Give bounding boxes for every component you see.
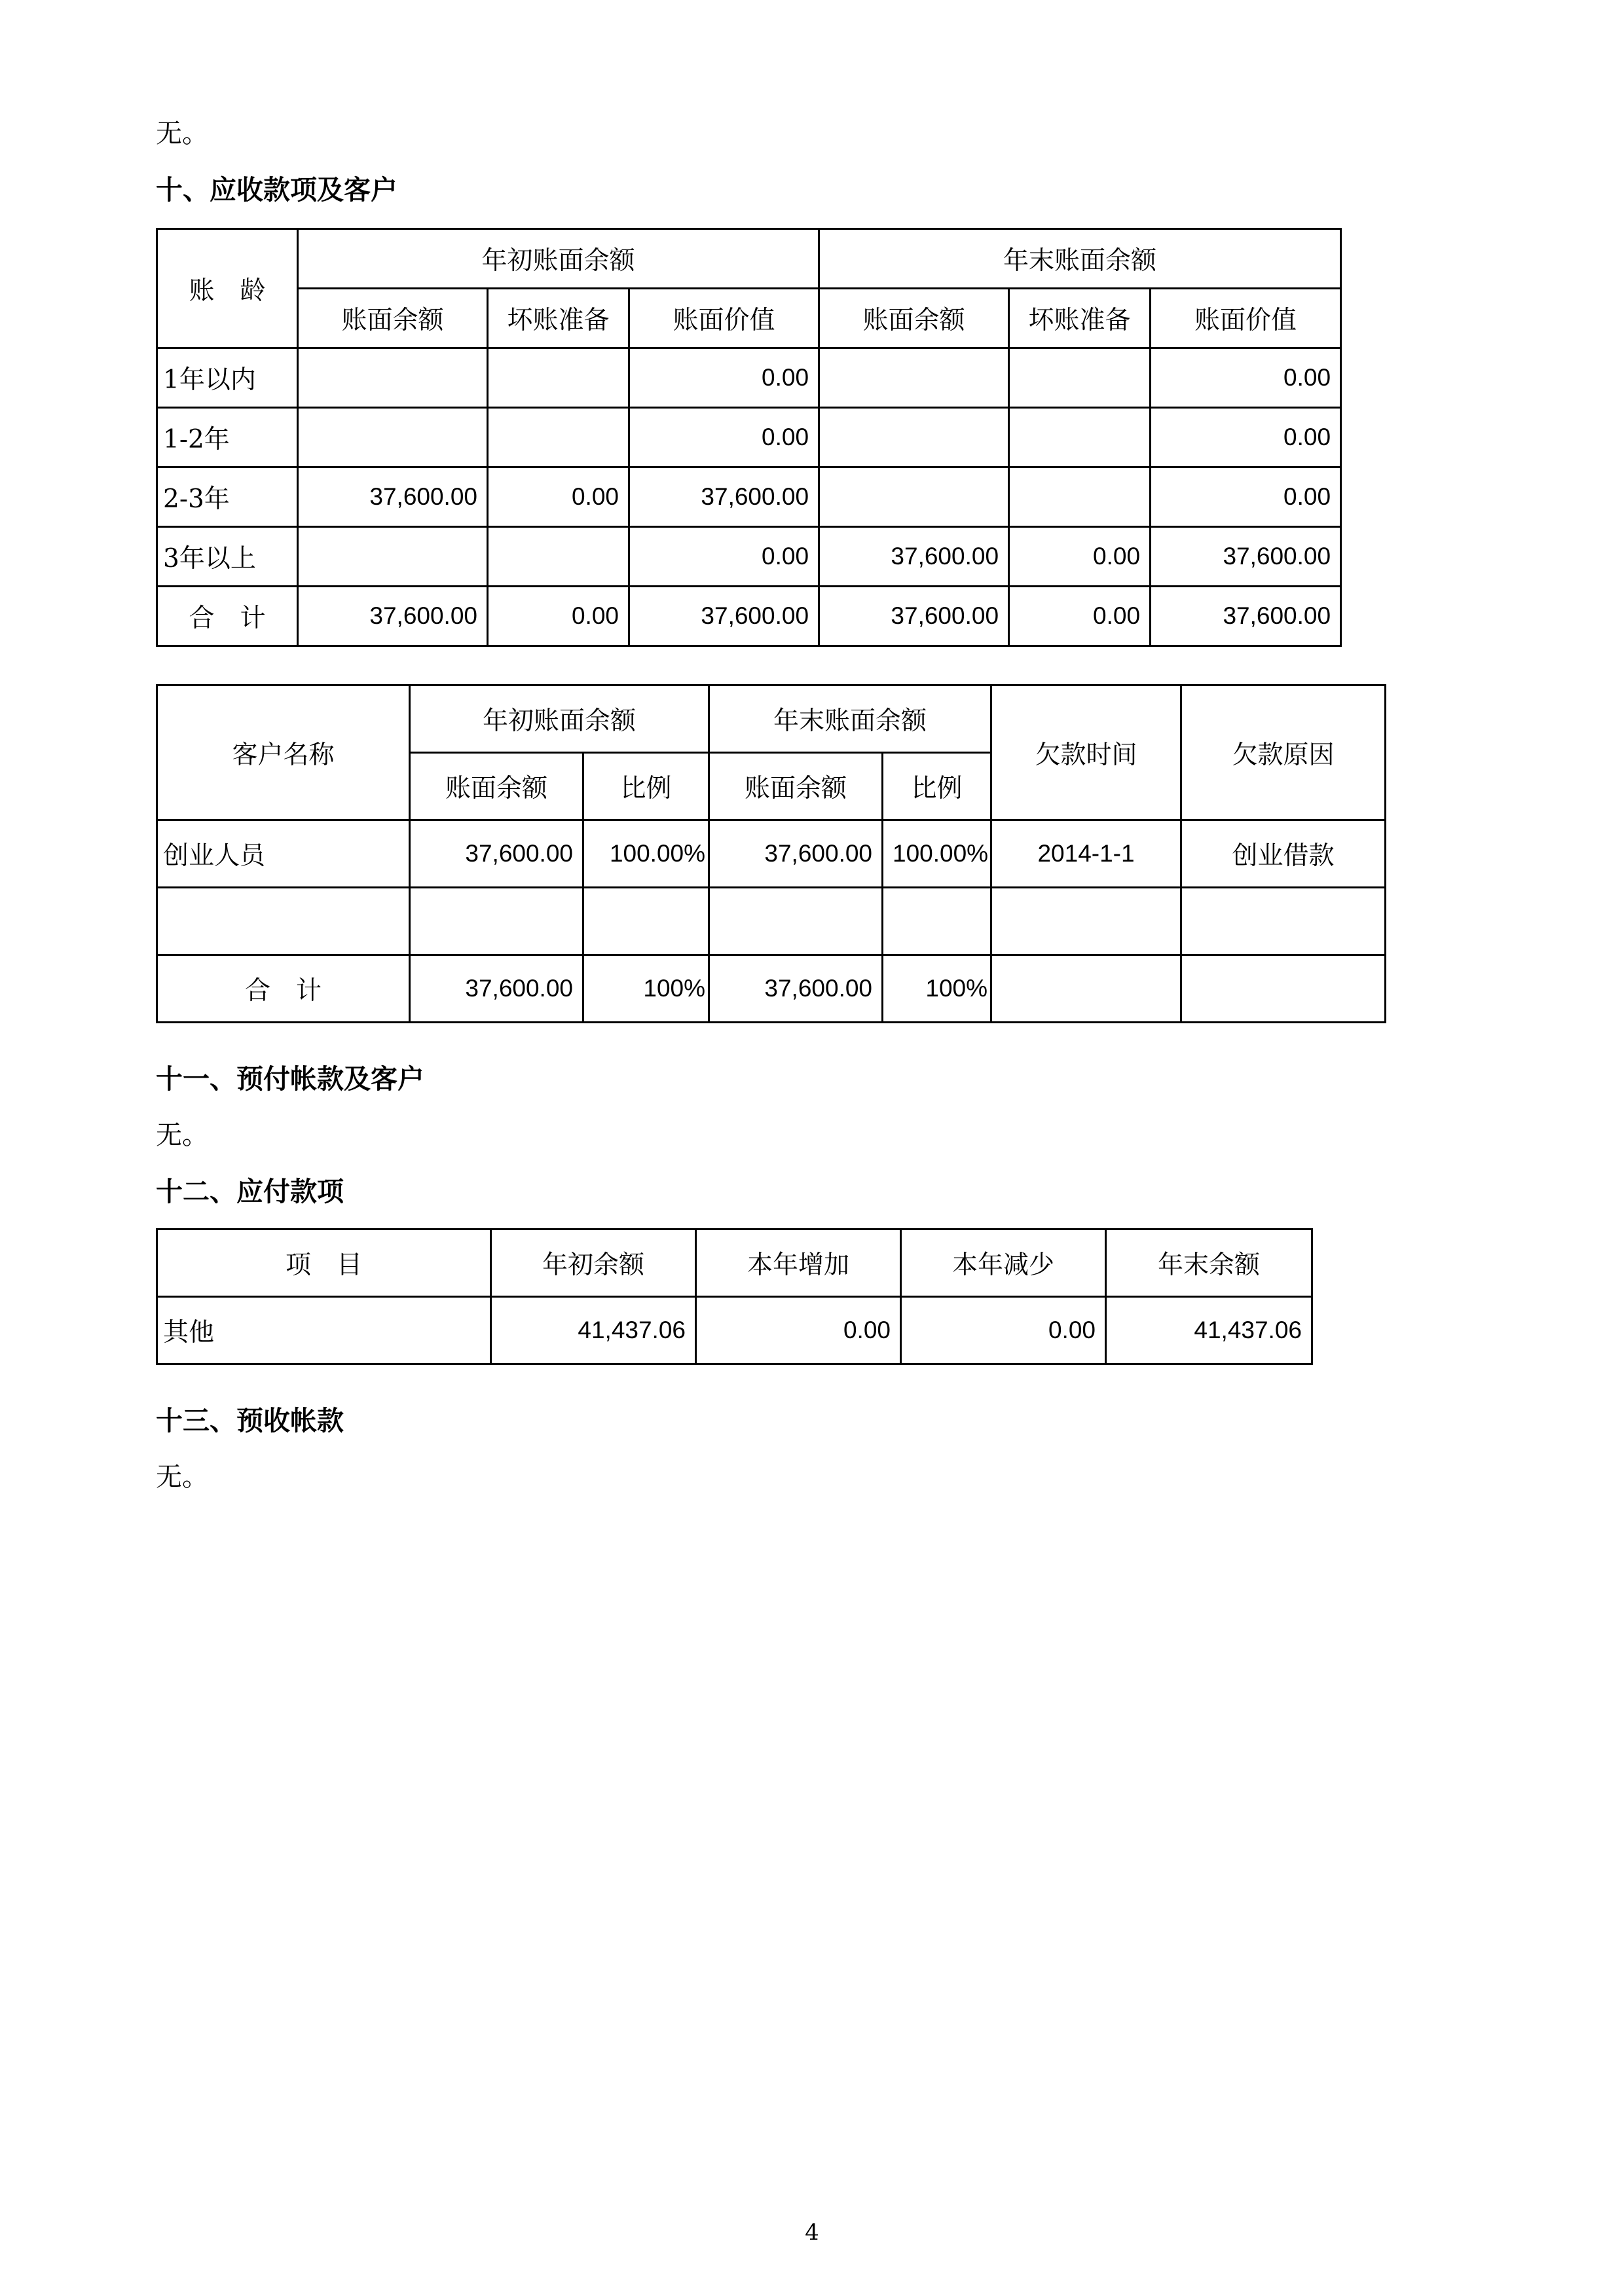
cell <box>991 955 1181 1023</box>
table-row <box>157 1297 1312 1364</box>
cell: 37,600.00 <box>629 587 819 646</box>
total-label: 合 计 <box>157 587 298 646</box>
header-item: 项 目 <box>157 1230 491 1297</box>
cell: 37,600.00 <box>1151 527 1341 587</box>
cell <box>1181 888 1386 955</box>
cell <box>819 408 1009 467</box>
table-row <box>157 408 1341 467</box>
page-number: 4 <box>805 2219 819 2246</box>
cell <box>819 348 1009 408</box>
section-11-body: 无。 <box>156 1120 208 1150</box>
cell: 100.00% <box>583 820 709 888</box>
section-13-title: 十三、预收帐款 <box>156 1405 344 1436</box>
cell <box>583 888 709 955</box>
header-end: 年末余额 <box>1106 1230 1312 1297</box>
cell: 37,600.00 <box>298 467 488 527</box>
table-total-row <box>157 587 1341 646</box>
section-13-body: 无。 <box>156 1462 208 1492</box>
header-end-balance: 年末账面余额 <box>709 685 991 753</box>
cell <box>488 408 629 467</box>
paragraph-none-top: 无。 <box>156 118 208 149</box>
cell: 41,437.06 <box>1106 1297 1312 1364</box>
header-aging: 账 龄 <box>157 229 298 348</box>
table-row <box>157 820 1386 888</box>
cell: 0.00 <box>629 348 819 408</box>
section-12-title: 十二、应付款项 <box>156 1176 344 1207</box>
cell: 37,600.00 <box>1151 587 1341 646</box>
cell <box>298 408 488 467</box>
cell: 0.00 <box>488 467 629 527</box>
cell: 0.00 <box>629 408 819 467</box>
table-row <box>157 348 1341 408</box>
cell: 37,600.00 <box>709 955 883 1023</box>
cell: 0.00 <box>629 527 819 587</box>
cell <box>1009 408 1151 467</box>
header-debt-reason: 欠款原因 <box>1181 685 1386 820</box>
customer-table <box>156 684 1386 1023</box>
subheader-cell: 坏账准备 <box>488 289 629 348</box>
cell: 0.00 <box>1151 348 1341 408</box>
cell: 创业借款 <box>1181 820 1386 888</box>
section-10-title: 十、应收款项及客户 <box>156 174 397 206</box>
cell: 37,600.00 <box>819 527 1009 587</box>
row-label: 1-2年 <box>157 408 298 467</box>
customer-name <box>157 888 410 955</box>
header-decrease: 本年减少 <box>901 1230 1106 1297</box>
cell: 0.00 <box>901 1297 1106 1364</box>
header-debt-time: 欠款时间 <box>991 685 1181 820</box>
cell <box>1009 467 1151 527</box>
subheader-cell: 账面余额 <box>410 753 583 820</box>
header-begin-balance: 年初账面余额 <box>410 685 709 753</box>
cell: 0.00 <box>696 1297 901 1364</box>
cell: 37,600.00 <box>410 955 583 1023</box>
cell <box>1009 348 1151 408</box>
payables-table <box>156 1228 1313 1365</box>
customer-name: 创业人员 <box>157 820 410 888</box>
cell: 37,600.00 <box>410 820 583 888</box>
table-row <box>157 527 1341 587</box>
header-begin-balance: 年初账面余额 <box>298 229 819 289</box>
cell: 100.00% <box>883 820 991 888</box>
cell: 37,600.00 <box>298 587 488 646</box>
cell: 0.00 <box>1009 587 1151 646</box>
cell: 0.00 <box>488 587 629 646</box>
cell: 0.00 <box>1009 527 1151 587</box>
row-label: 1年以内 <box>157 348 298 408</box>
cell <box>1181 955 1386 1023</box>
header-begin: 年初余额 <box>491 1230 696 1297</box>
section-11-title: 十一、预付帐款及客户 <box>156 1063 424 1095</box>
cell <box>488 527 629 587</box>
row-label: 2-3年 <box>157 467 298 527</box>
cell <box>991 888 1181 955</box>
aging-table <box>156 228 1342 647</box>
header-customer-name: 客户名称 <box>157 685 410 820</box>
cell <box>488 348 629 408</box>
subheader-cell: 账面价值 <box>629 289 819 348</box>
cell: 37,600.00 <box>819 587 1009 646</box>
subheader-cell: 坏账准备 <box>1009 289 1151 348</box>
subheader-cell: 账面余额 <box>819 289 1009 348</box>
cell <box>410 888 583 955</box>
subheader-cell: 账面余额 <box>709 753 883 820</box>
cell: 37,600.00 <box>629 467 819 527</box>
cell: 100% <box>583 955 709 1023</box>
header-increase: 本年增加 <box>696 1230 901 1297</box>
cell: 0.00 <box>1151 408 1341 467</box>
subheader-cell: 比例 <box>583 753 709 820</box>
table-row <box>157 467 1341 527</box>
table-total-row <box>157 955 1386 1023</box>
cell: 100% <box>883 955 991 1023</box>
row-label: 3年以上 <box>157 527 298 587</box>
cell: 0.00 <box>1151 467 1341 527</box>
cell: 41,437.06 <box>491 1297 696 1364</box>
subheader-cell: 账面余额 <box>298 289 488 348</box>
table-row <box>157 888 1386 955</box>
cell <box>298 527 488 587</box>
cell: 37,600.00 <box>709 820 883 888</box>
header-end-balance: 年末账面余额 <box>819 229 1341 289</box>
cell <box>298 348 488 408</box>
subheader-cell: 账面价值 <box>1151 289 1341 348</box>
cell <box>883 888 991 955</box>
subheader-cell: 比例 <box>883 753 991 820</box>
cell <box>819 467 1009 527</box>
total-label: 合 计 <box>157 955 410 1023</box>
item-name: 其他 <box>157 1297 491 1364</box>
cell <box>709 888 883 955</box>
cell: 2014-1-1 <box>991 820 1181 888</box>
